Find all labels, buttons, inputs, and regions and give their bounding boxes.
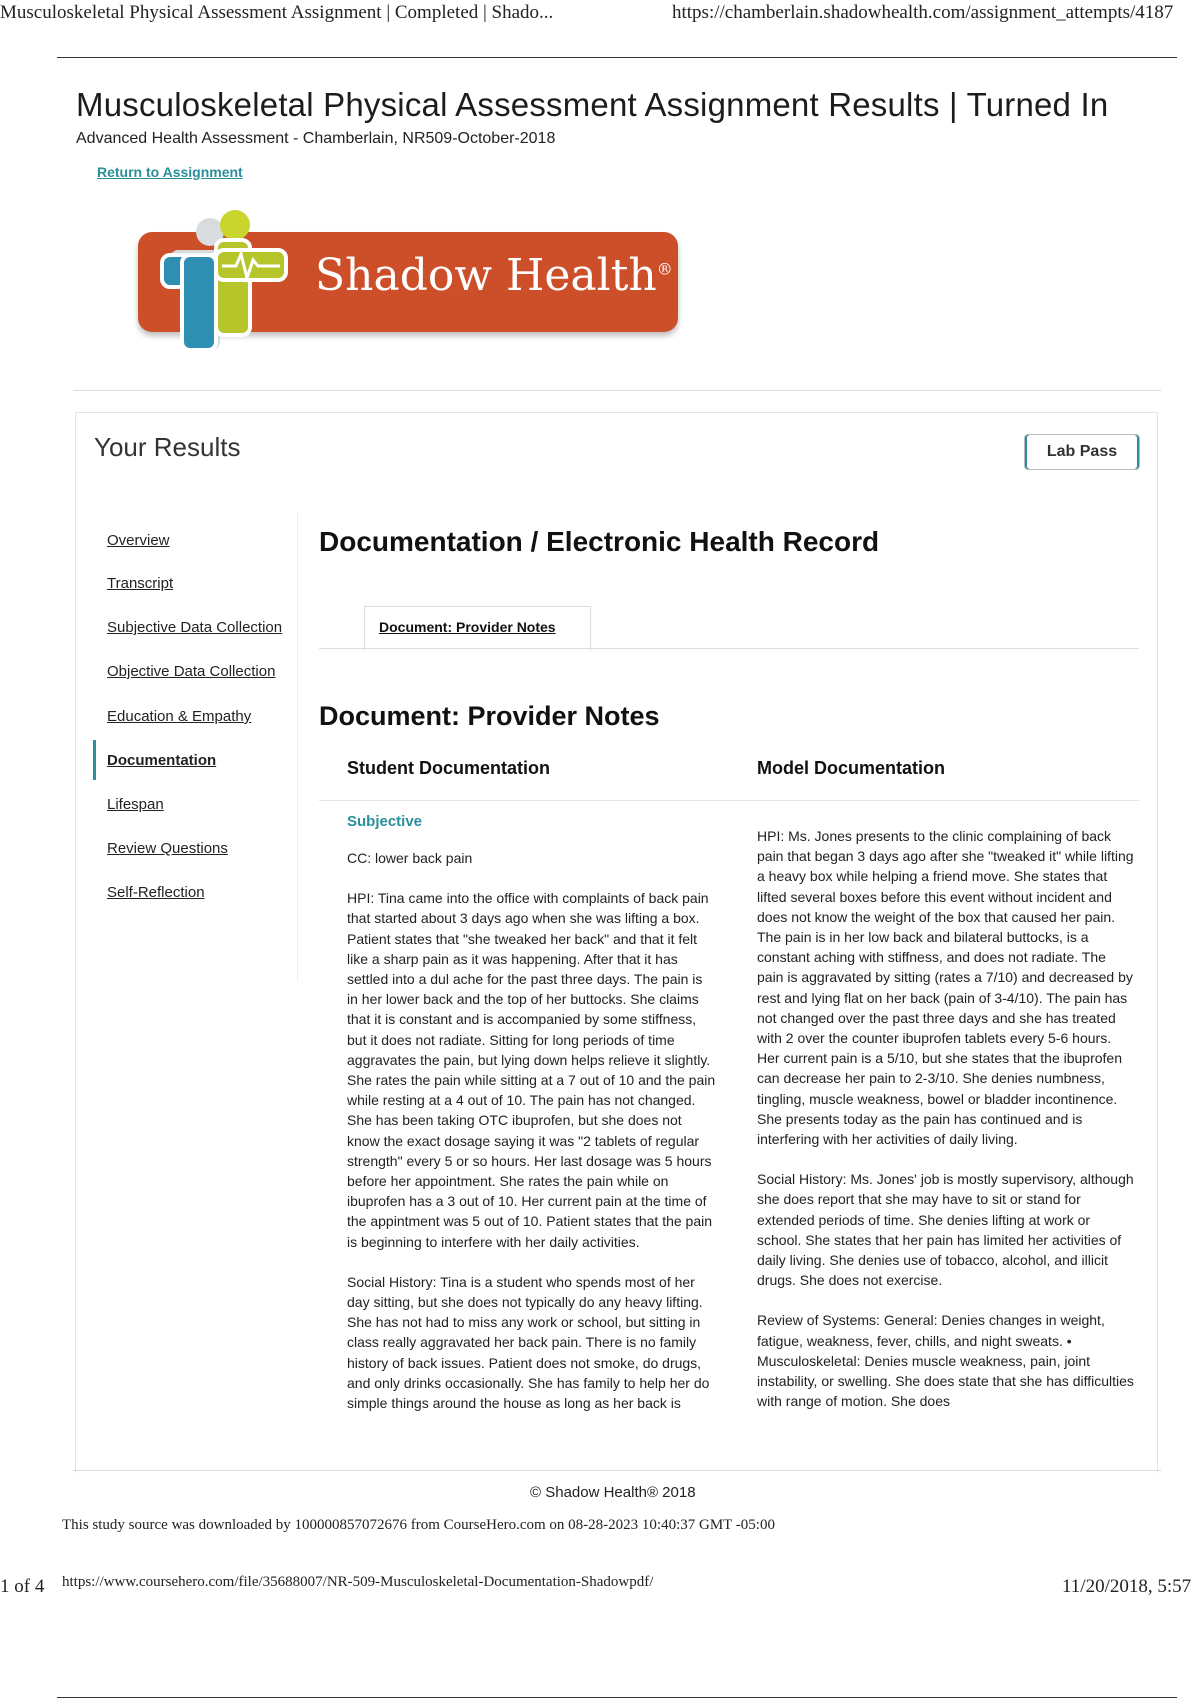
- model-paragraph: HPI: Ms. Jones presents to the clinic complaining of back pain that began 3 days ago after she "tweaked it" while lifting a heavy box while helping a friend move. She states that lifted several boxes before this event without incident and does not know the weight of the box that caused her pain. The pain is in her low back and bilateral buttocks, is a constant aching with stiffness, and does not radiate. The pain is aggravated by sitting (rates a 7/10) and decreased by rest and lying flat on her back (pain of 3-4/10). The pain has not changed over the past three days and she has treated with 2 over the counter ibuprofen tablets every 5-6 hours. Her current pain is a 5/10, but she states that the ibuprofen can decrease her pain to 2-3/10. She denies numbness, tingling, muscle weakness, bowel or bladder incontinence. She presents today as the pain has continued and is interfering with her activities of daily living.: [757, 828, 1134, 1148]
- print-header-url: https://chamberlain.shadowhealth.com/assignment_attempts/4187: [672, 2, 1174, 23]
- divider: [73, 390, 1161, 391]
- nav-item-documentation[interactable]: Documentation: [107, 752, 217, 769]
- model-documentation-text: [757, 826, 1135, 1498]
- nav-item-lifespan[interactable]: Lifespan: [107, 796, 164, 813]
- lab-pass-button[interactable]: Lab Pass: [1024, 434, 1140, 470]
- nav-item-review-questions[interactable]: Review Questions: [107, 840, 228, 857]
- tab-divider: [319, 648, 1139, 649]
- print-footer-date: 11/20/2018, 5:57: [1062, 1576, 1192, 1597]
- download-source-line: This study source was downloaded by 100000857072676 from CourseHero.com on 08-28-2023 10:40:37 GMT -05:00: [62, 1517, 775, 1533]
- print-header-title: Musculoskeletal Physical Assessment Assignment | Completed | Shado...: [0, 2, 554, 23]
- student-paragraph: Social History: Tina is a student who spends most of her day sitting, but she does not typically do any heavy lifting. She has not had to miss any work or school, but sitting in class really aggravated her back pain. There is no family history of back issues. Patient does not smoke, do drugs, and only drinks occasionally. She has family to help her do simple things around the house as long as her back is: [347, 1273, 710, 1412]
- model-paragraph: Review of Systems: General: Denies changes in weight, fatigue, weakness, fever, chills, and night sweats. • Musculoskeletal: Denies muscle weakness, pain, joint instability, or swelling. She does state that she has difficulties with range of motion. She does: [757, 1312, 1134, 1410]
- nav-active-indicator: [93, 740, 96, 780]
- nav-item-transcript[interactable]: Transcript: [107, 575, 174, 592]
- copyright: © Shadow Health® 2018: [530, 1484, 696, 1501]
- logo-text: Shadow Health®: [315, 250, 673, 301]
- nav-item-objective-data-collection[interactable]: Objective Data Collection: [107, 663, 276, 680]
- nav-item-subjective-data-collection[interactable]: Subjective Data Collection: [107, 619, 283, 636]
- model-documentation-header: Model Documentation: [757, 758, 945, 778]
- page-title: Musculoskeletal Physical Assessment Assignment Results | Turned In: [76, 86, 1109, 123]
- logo-figures-icon: [140, 210, 310, 360]
- column-divider: [319, 800, 1139, 801]
- page-number: 1 of 4: [0, 1576, 45, 1597]
- subjective-label: Subjective: [347, 813, 423, 830]
- return-to-assignment-link[interactable]: Return to Assignment: [97, 164, 243, 180]
- tab-provider-notes-label[interactable]: Document: Provider Notes: [379, 619, 556, 635]
- results-heading: Your Results: [94, 432, 241, 462]
- divider: [73, 1470, 1161, 1471]
- documentation-heading: Documentation / Electronic Health Record: [319, 526, 880, 557]
- course-name: Advanced Health Assessment - Chamberlain, NR509-October-2018: [76, 130, 556, 147]
- student-documentation-text: [347, 848, 717, 1470]
- divider: [57, 1697, 1177, 1698]
- student-documentation-header: Student Documentation: [347, 758, 550, 778]
- student-paragraph: HPI: Tina came into the office with complaints of back pain that started about 3 days ago when she was lifting a box. Patient states that "she tweaked her back" and that it felt like a sharp pain as it was happening. After that it has settled into a dul ache for the past three days. The pain is in her lower back and the top of her buttocks. She claims that it is constant and is accompanied by some stiffness, but it does not radiate. Sitting for long periods of time aggravates the pain, but lying down helps relieve it slightly. She rates the pain while sitting at a 7 out of 10 and the pain while resting at a 4 out of 10. The pain has not changed. She has been taking OTC ibuprofen, but she does not know the exact dosage saying it was "2 tablets of regular strength" every 5 or so hours. Her last dosage was 5 hours before her appointment. She rates the pain while on ibuprofen has a 3 out of 10. Her current pain at the time of the appintment was 5 out of 10. Patient states that the pain is beginning to interfere with her daily activities.: [347, 890, 716, 1250]
- nav-divider: [297, 512, 298, 982]
- model-paragraph: Social History: Ms. Jones' job is mostly supervisory, although she does report that she may have to sit or stand for extended periods of time. She denies lifting at work or school. She states that her pain has limited her activities of daily living. She denies use of tobacco, alcohol, and illicit drugs. She does not exercise.: [757, 1171, 1134, 1289]
- divider: [57, 57, 1177, 58]
- student-paragraph: CC: lower back pain: [347, 850, 473, 866]
- nav-item-self-reflection[interactable]: Self-Reflection: [107, 884, 205, 901]
- print-footer-url: https://www.coursehero.com/file/35688007/NR-509-Musculoskeletal-Documentation-Shadowpdf/: [62, 1574, 654, 1590]
- shadow-health-logo: [130, 210, 690, 360]
- nav-item-education-empathy[interactable]: Education & Empathy: [107, 708, 252, 725]
- nav-item-overview[interactable]: Overview: [107, 532, 170, 549]
- provider-notes-heading: Document: Provider Notes: [319, 701, 660, 731]
